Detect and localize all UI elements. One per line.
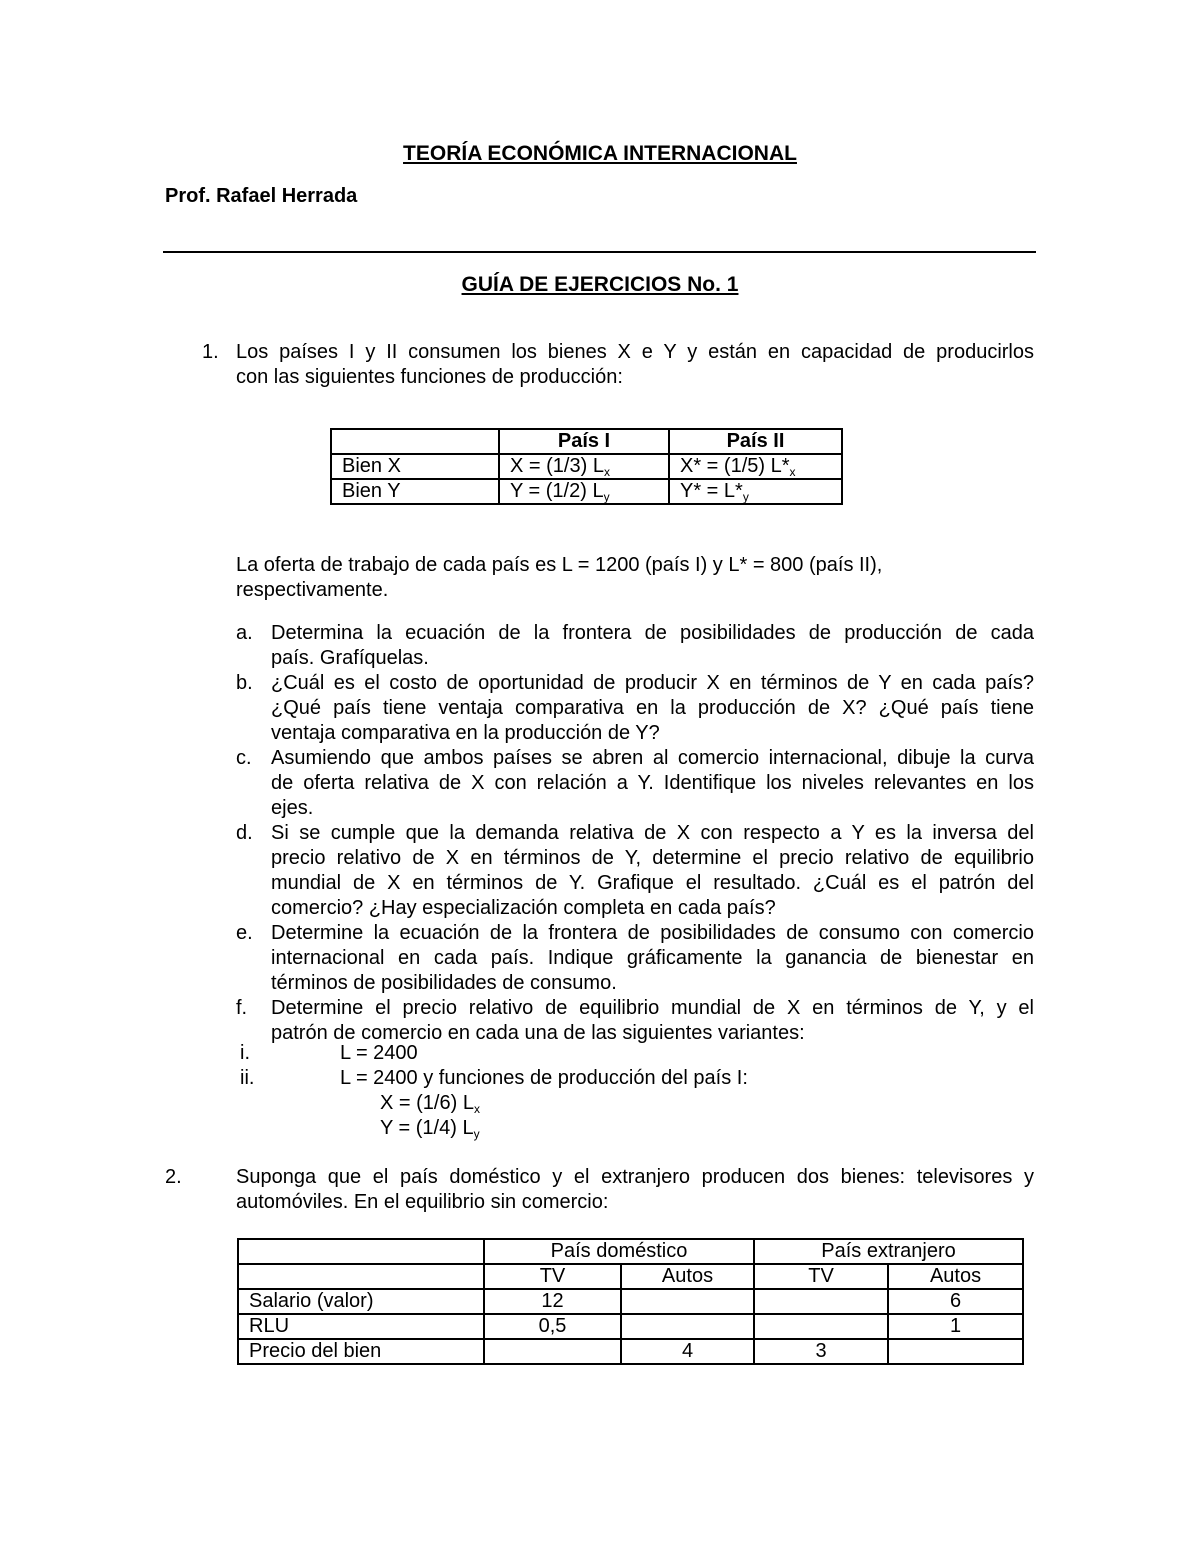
exercise-item	[236, 996, 1034, 1046]
table-row	[331, 454, 842, 479]
table-cell	[484, 1339, 621, 1364]
exercise-item	[236, 746, 1034, 821]
exercise-item-body	[271, 921, 1034, 996]
table-corner-cell	[238, 1239, 484, 1264]
row-label: Bien X	[331, 454, 499, 479]
q1-intro-line1: Los países I y II consumen los bienes X e Y y están en capacidad de producirlos	[236, 341, 1034, 363]
exercise-item	[236, 921, 1034, 996]
table-cell: 12	[484, 1289, 621, 1314]
table-corner-cell	[238, 1264, 484, 1289]
exercise-item	[236, 671, 1034, 746]
table-cell: 0,5	[484, 1314, 621, 1339]
table-cell: 4	[621, 1339, 754, 1364]
table-cell	[754, 1314, 888, 1339]
header-tv: TV	[754, 1264, 888, 1289]
exercise-item-label: e.	[236, 922, 253, 944]
labor-supply-line2: respectivamente.	[236, 579, 389, 601]
subitem-text: L = 2400 y funciones de producción del país I:	[340, 1067, 748, 1089]
exercise-item-line: Asumiendo que ambos países se abren al comercio internacional, dibuje la curva	[271, 747, 1034, 769]
formula-x: X = (1/6) $L_x$	[380, 1092, 480, 1116]
table-cell: $Y* = L*_y$	[669, 479, 842, 504]
header-autos: Autos	[621, 1264, 754, 1289]
exercise-item-line: internacional en cada país. Indique gráficamente la ganancia de bienestar en	[271, 947, 1034, 969]
table-row	[238, 1314, 1023, 1339]
table-cell	[754, 1289, 888, 1314]
q2-line2: automóviles. En el equilibrio sin comercio:	[236, 1191, 609, 1213]
subitem-label: i.	[240, 1042, 250, 1064]
subitem-label: ii.	[240, 1067, 255, 1089]
table-cell: X* = (1/5) $L*_x$	[669, 454, 842, 479]
table-sub-header-row	[238, 1264, 1023, 1289]
table-cell	[888, 1339, 1023, 1364]
exercise-item-line: comercio? ¿Hay especialización completa en cada país?	[271, 897, 776, 919]
subitem-text: L = 2400	[340, 1042, 418, 1064]
exercise-item-line: Si se cumple que la demanda relativa de X con respecto a Y es la inversa del	[271, 822, 1034, 844]
exercise-item-body	[271, 671, 1034, 746]
table-cell: Y = (1/2) $L_y$	[499, 479, 669, 504]
table-header-row	[331, 429, 842, 454]
header-pais-1: País I	[499, 429, 669, 454]
professor-name: Prof. Rafael Herrada	[165, 185, 358, 207]
row-label: Bien Y	[331, 479, 499, 504]
exercise-item-label: f.	[236, 997, 248, 1019]
exercise-item-line: términos de posibilidades de consumo.	[271, 972, 617, 994]
table-cell: X = (1/3) $L_x$	[499, 454, 669, 479]
guide-title: GUÍA DE EJERCICIOS No. 1	[461, 273, 739, 296]
exercise-item-label: b.	[236, 672, 253, 694]
header-pais-extranjero: País extranjero	[754, 1239, 1023, 1264]
exercise-item-line: Determine el precio relativo de equilibrio mundial de X en términos de Y, y el	[271, 997, 1034, 1019]
exercise-item-line: de oferta relativa de X con relación a Y. Identifique los niveles relevantes en los	[271, 772, 1034, 794]
exercise-item-line: país. Grafíquelas.	[271, 647, 429, 669]
table-cell: 3	[754, 1339, 888, 1364]
table-row	[331, 479, 842, 504]
q1-intro-line2: con las siguientes funciones de producción:	[236, 366, 623, 388]
exercise-item-line: Determina la ecuación de la frontera de posibilidades de producción de cada	[271, 622, 1034, 644]
exercise-item-body	[271, 821, 1034, 921]
exercise-item-body	[271, 621, 1034, 671]
exercise-item-label: d.	[236, 822, 253, 844]
row-label: RLU	[238, 1314, 484, 1339]
header-tv: TV	[484, 1264, 621, 1289]
horizontal-rule	[163, 251, 1036, 253]
exercise-item-label: c.	[236, 747, 252, 769]
header-autos: Autos	[888, 1264, 1023, 1289]
table-cell	[621, 1314, 754, 1339]
labor-supply-line1: La oferta de trabajo de cada país es L = 1200 (país I) y L* = 800 (país II),	[236, 554, 883, 576]
exercise-item-line: ¿Qué país tiene ventaja comparativa en la producción de X? ¿Qué país tiene	[271, 697, 1034, 719]
exercise-item-line: ¿Cuál es el costo de oportunidad de producir X en términos de Y en cada país?	[271, 672, 1034, 694]
exercise-item	[236, 821, 1034, 921]
q1-number: 1.	[202, 341, 219, 363]
table-row	[238, 1339, 1023, 1364]
exercise-item-body	[271, 746, 1034, 821]
q2-line1: Suponga que el país doméstico y el extranjero producen dos bienes: televisores y	[236, 1166, 1034, 1188]
exercise-list	[236, 621, 1034, 1046]
exercise-item	[236, 621, 1034, 671]
table-cell: 1	[888, 1314, 1023, 1339]
production-table	[330, 428, 843, 505]
formula-y: Y = (1/4) $L_y$	[380, 1117, 480, 1141]
exercise-item-line: ejes.	[271, 797, 314, 819]
q2-number: 2.	[165, 1166, 182, 1188]
header-pais-2: País II	[669, 429, 842, 454]
table-cell: 6	[888, 1289, 1023, 1314]
autarky-table	[237, 1238, 1024, 1365]
table-group-header-row	[238, 1239, 1023, 1264]
document-title: TEORÍA ECONÓMICA INTERNACIONAL	[403, 142, 797, 165]
exercise-item-label: a.	[236, 622, 253, 644]
exercise-item-line: patrón de comercio en cada una de las siguientes variantes:	[271, 1022, 805, 1044]
exercise-item-line: mundial de X en términos de Y. Grafique el resultado. ¿Cuál es el patrón del	[271, 872, 1034, 894]
exercise-item-line: precio relativo de X en términos de Y, determine el precio relativo de equilibrio	[271, 847, 1034, 869]
row-label: Precio del bien	[238, 1339, 484, 1364]
table-row	[238, 1289, 1023, 1314]
exercise-item-line: ventaja comparativa en la producción de Y?	[271, 722, 660, 744]
exercise-item-line: Determine la ecuación de la frontera de posibilidades de consumo con comercio	[271, 922, 1034, 944]
exercise-item-body	[271, 996, 1034, 1046]
header-pais-domestico: País doméstico	[484, 1239, 754, 1264]
table-cell	[621, 1289, 754, 1314]
row-label: Salario (valor)	[238, 1289, 484, 1314]
table-corner-cell	[331, 429, 499, 454]
